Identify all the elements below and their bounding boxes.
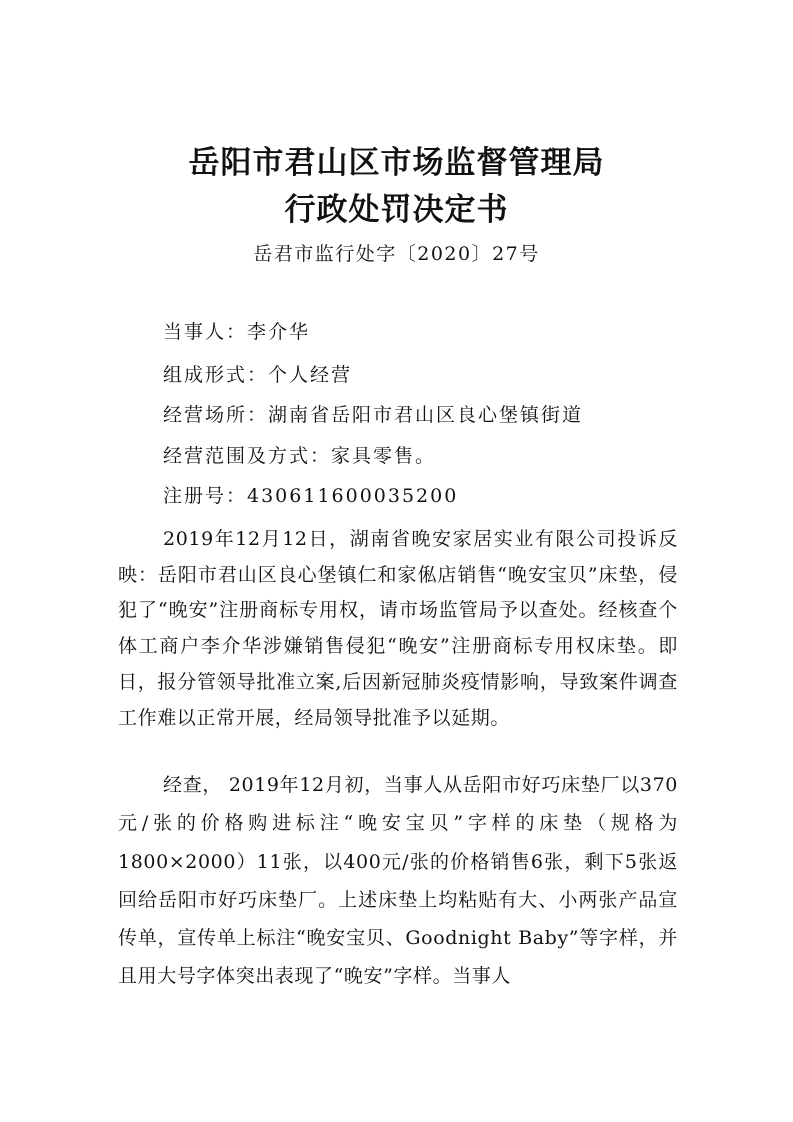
party-registration-number: 注册号：430611600035200	[163, 485, 459, 507]
document-title-agency: 岳阳市君山区市场监督管理局	[188, 145, 605, 181]
party-form: 组成形式：个人经营	[163, 364, 353, 386]
party-premises: 经营场所：湖南省岳阳市君山区良心堡镇街道	[163, 404, 584, 426]
document-title-type: 行政处罚决定书	[284, 192, 509, 228]
document-number: 岳君市监行处字〔2020〕27号	[253, 243, 540, 265]
findings-paragraph: 经查， 2019年12月初，当事人从岳阳市好巧床垫厂以370元/张的价格购进标注“晚安宝贝”字样的床垫（规格为1800×2000）11张，以400元/张的价格销售6张，剩下5张返回给岳阳市好巧床垫厂。上述床垫上均粘贴有大、小两张产品宣传单，宣传单上标注“晚安宝贝、Goodnight Baby”等字样，并且用大号字体突出表现了“晚安”字样。当事人	[118, 774, 678, 988]
complaint-paragraph: 2019年12月12日，湖南省晚安家居实业有限公司投诉反映：岳阳市君山区良心堡镇仁和家俬店销售“晚安宝贝”床垫，侵犯了“晚安”注册商标专用权，请市场监管局予以查处。经核查个体工商户李介华涉嫌销售侵犯“晚安”注册商标专用权床垫。即日，报分管领导批准立案,后因新冠肺炎疫情影响，导致案件调查工作难以正常开展，经局领导批准予以延期。	[118, 528, 678, 729]
party-name: 当事人：李介华	[163, 321, 311, 343]
party-scope: 经营范围及方式：家具零售。	[163, 445, 437, 467]
